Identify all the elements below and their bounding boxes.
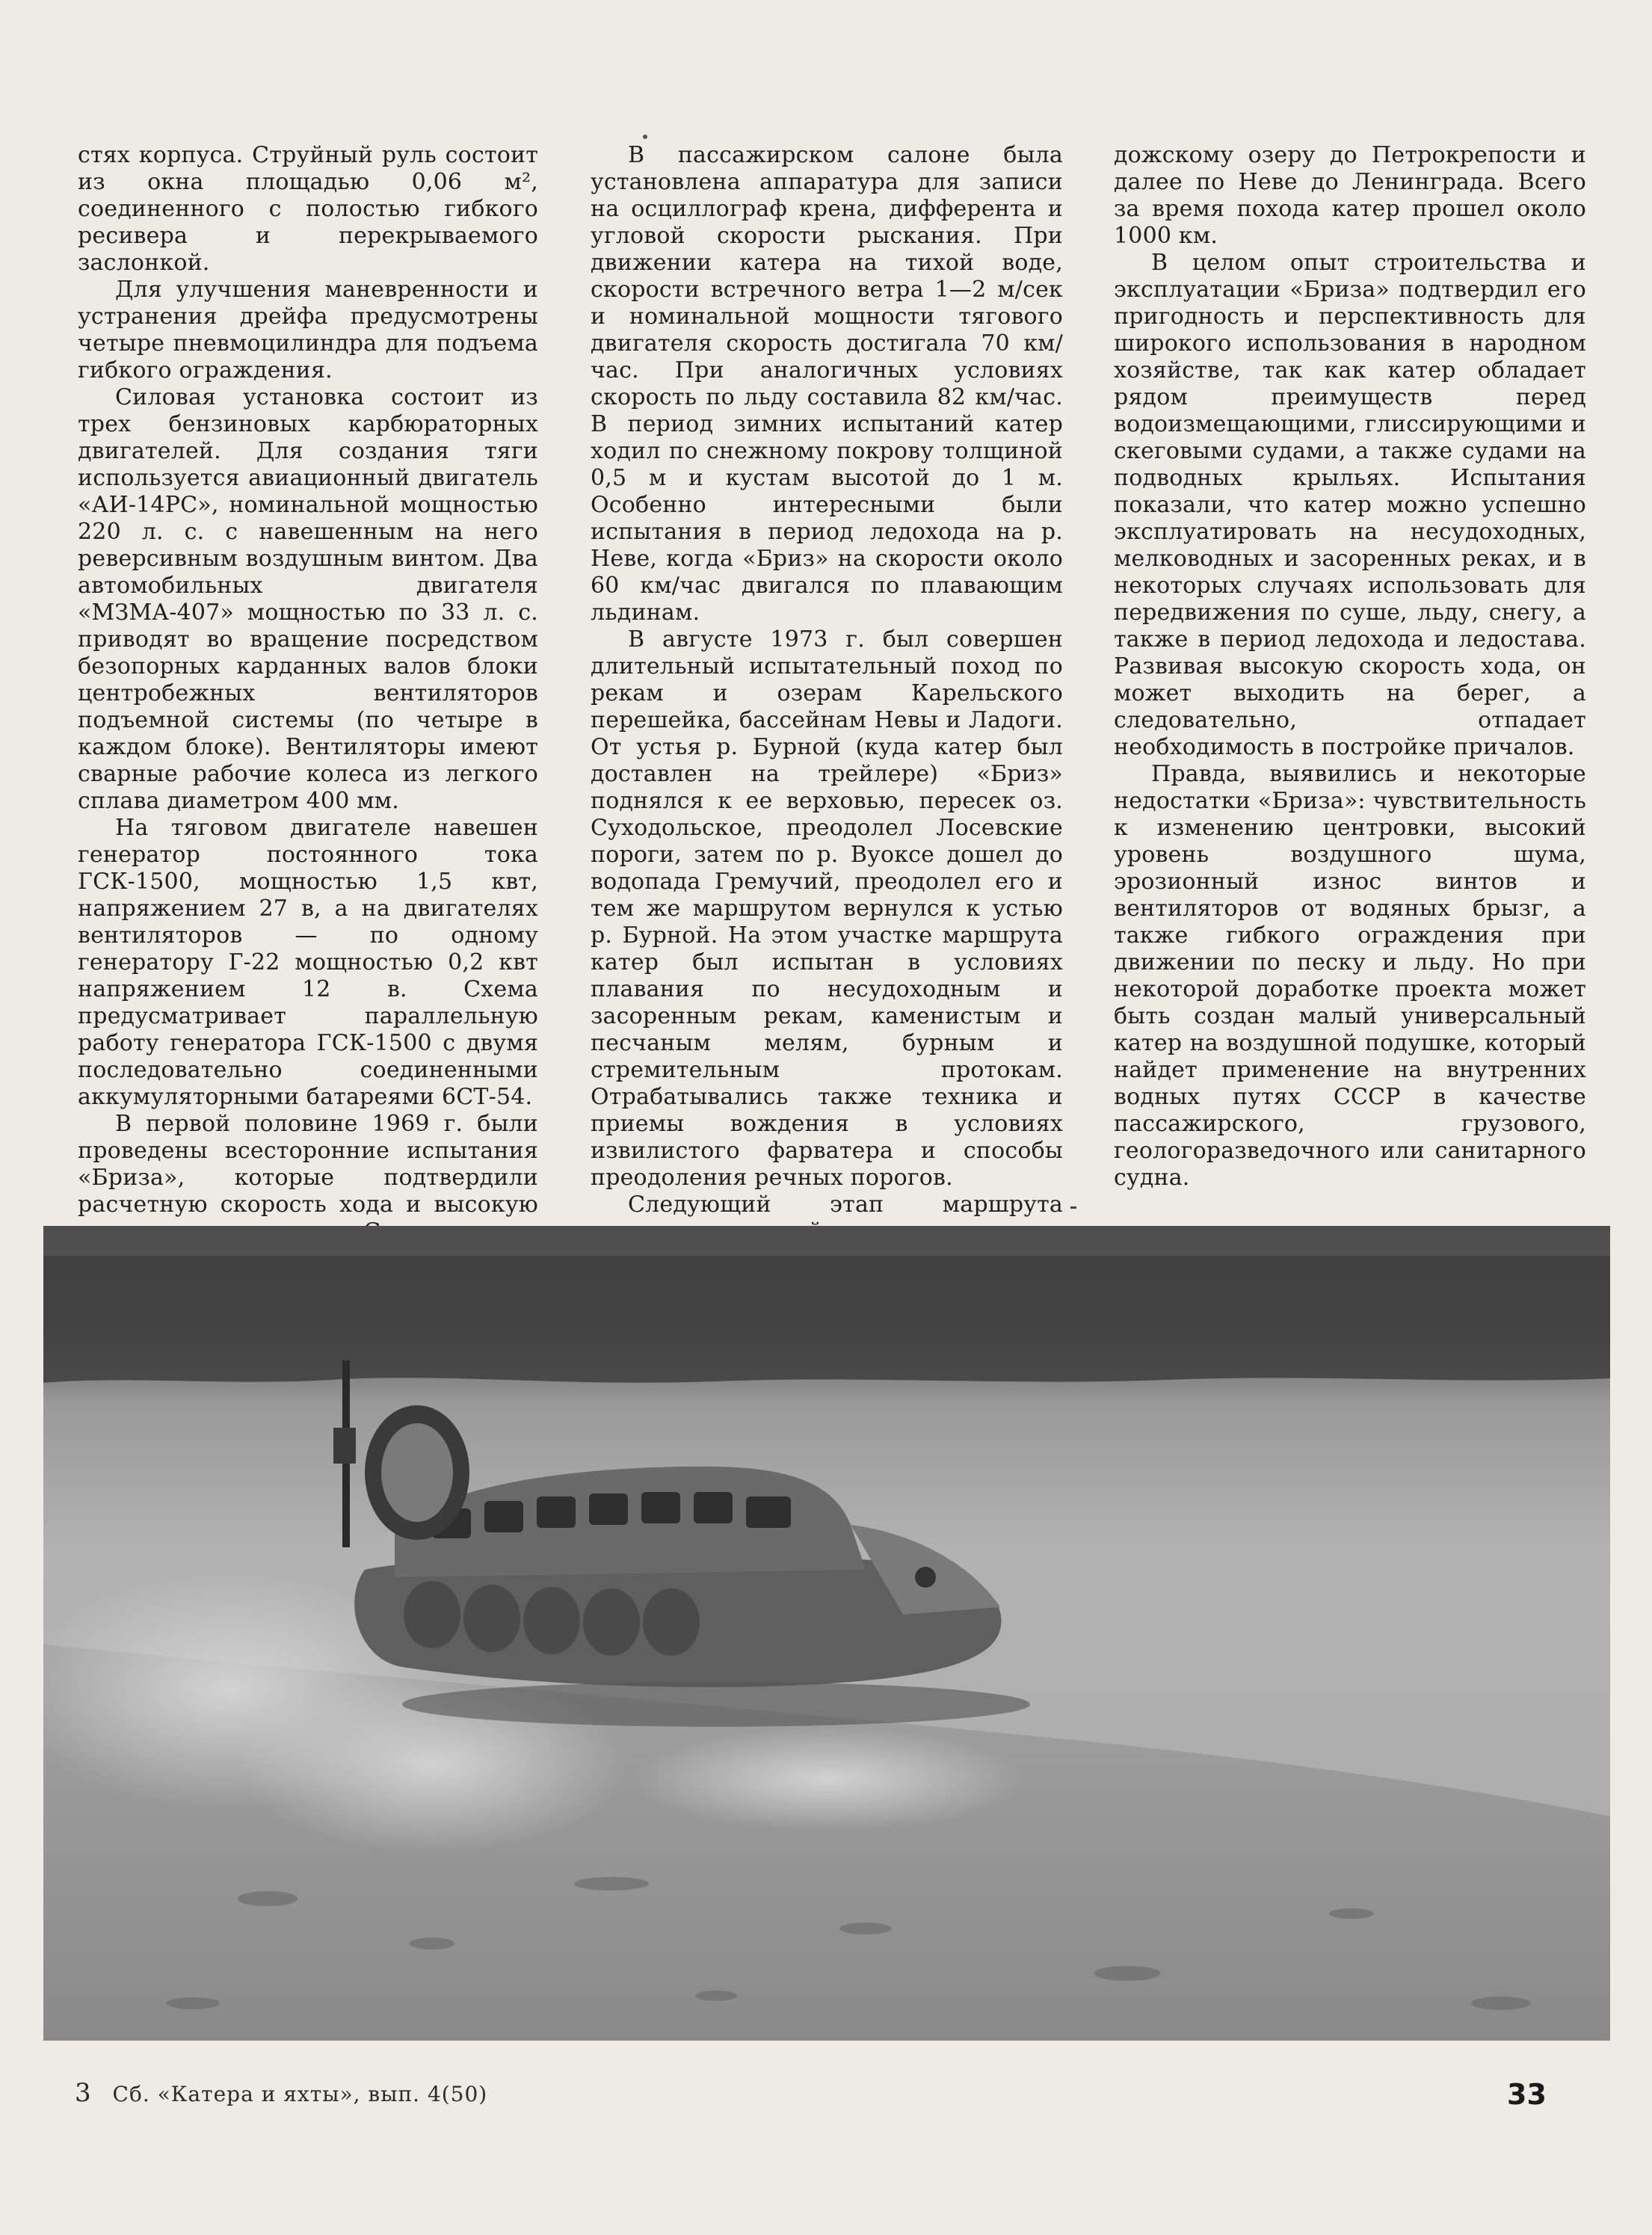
column-end-mark	[1070, 1206, 1076, 1209]
paragraph: В пассажирском салоне была установлена аппаратура для записи на осциллограф крена, дифферента и угловой скорости рыскания. При движении катера на тихой воде, скорости встречного ветра 1—2 м/сек и номинальной мощности тягового двигателя скорость достигала 70 км/час. При аналогичных условиях скорость по льду составила 82 км/час. В период зимних испытаний катер ходил по снежному покрову толщиной 0,5 м и кустам высотой до 1 м. Особенно интересными были испытания в период ледохода на р. Неве, когда «Бриз» на скорости около 60 км/час двигался по плавающим льдинам.	[591, 142, 1063, 626]
text-column-3	[1114, 142, 1586, 1192]
hovercraft-photo-image	[43, 1226, 1610, 2041]
top-ornament-dot	[643, 135, 647, 139]
text-column-2	[591, 142, 1063, 1272]
paragraph: В августе 1973 г. был совершен длительный испытательный поход по рекам и озерам Карельского перешейка, бассейнам Невы и Ладоги. От устья р. Бурной (куда катер был доставлен на трейлере) «Бриз» поднялся к ее верховью, пересек оз. Суходольское, преодолел Лосевские пороги, затем по р. Вуоксе дошел до водопада Гремучий, преодолел его и тем же маршрутом вернулся к устью р. Бурной. На этом участке маршрута катер был испытан в условиях плавания по несудоходным и засоренным рекам, каменистым и песчаным мелям, бурным и стремительным протокам. Отрабатывались также техника и приемы вождения в условиях извилистого фарватера и способы преодоления речных порогов.	[591, 626, 1063, 1191]
paragraph: Правда, выявились и некоторые недостатки «Бриза»: чувствительность к изменению центровки, высокий уровень воздушного шума, эрозионный износ винтов и вентиляторов от водяных брызг, а также гибкого ограждения при движении по песку и льду. Но при некоторой доработке проекта может быть создан малый универсальный катер на воздушной подушке, который найдет применение на внутренних водных путях СССР в качестве пассажирского, грузового, геологоразведочного или санитарного судна.	[1114, 761, 1586, 1191]
paragraph: Силовая установка состоит из трех бензиновых карбюраторных двигателей. Для создания тяги используется авиационный двигатель «АИ-14РС», номинальной мощностью 220 л. с. с навешенным на него реверсивным воздушным винтом. Два автомобильных двигателя «МЗМА-407» мощностью по 33 л. с. приводят во вращение посредством безопорных карданных валов блоки центробежных вентиляторов подъемной системы (по четыре в каждом блоке). Вентиляторы имеют сварные рабочие колеса из легкого сплава диаметром 400 мм.	[78, 384, 538, 814]
signature-number: 3	[75, 2078, 92, 2108]
page-number: 33	[1507, 2078, 1547, 2111]
paragraph: дожскому озеру до Петрокрепости и далее по Неве до Ленинграда. Всего за время похода катер прошел около 1000 км.	[1114, 142, 1586, 249]
paragraph: Для улучшения маневренности и устранения дрейфа предусмотрены четыре пневмоцилиндра для подъема гибкого ограждения.	[78, 277, 538, 383]
publication-caption: Сб. «Катера и яхты», вып. 4(50)	[112, 2082, 488, 2106]
paragraph: На тяговом двигателе навешен генератор постоянного тока ГСК-1500, мощностью 1,5 квт, напряжением 27 в, а на двигателях вентиляторов — по одному генератору Г-22 мощностью 0,2 квт напряжением 12 в. Схема предусматривает параллельную работу генератора ГСК-1500 с двумя последовательно соединенными аккумуляторными батареями 6СТ-54.	[78, 815, 538, 1110]
paragraph: В целом опыт строительства и эксплуатации «Бриза» подтвердил его пригодность и перспективность для широкого использования в народном хозяйстве, так как катер обладает рядом преимуществ перед водоизмещающими, глиссирующими и скеговыми судами, а также судами на подводных крыльях. Испытания показали, что катер можно успешно эксплуатировать на несудоходных, мелководных и засоренных реках, и в некоторых случаях использовать для передвижения по суше, льду, снегу, а также в период ледохода и ледостава. Развивая высокую скорость хода, он может выходить на берег, а следовательно, отпадает необходимость в постройке причалов.	[1114, 250, 1586, 760]
paragraph: Следующий этап маршрута	[628, 1192, 1063, 1218]
paragraph: В первой половине 1969 г. были проведены всесторонние испытания «Бриза», которые подтвердили расчетную скорость хода и высокую	[78, 1111, 538, 1218]
paragraph: стях корпуса. Струйный руль состоит из окна площадью 0,06 м², соединенного с полостью гибкого ресивера и перекрываемого заслонкой.	[78, 142, 538, 276]
footer-caption	[75, 2078, 487, 2108]
hovercraft-photo	[43, 1226, 1610, 2041]
text-column-1	[78, 142, 538, 1326]
